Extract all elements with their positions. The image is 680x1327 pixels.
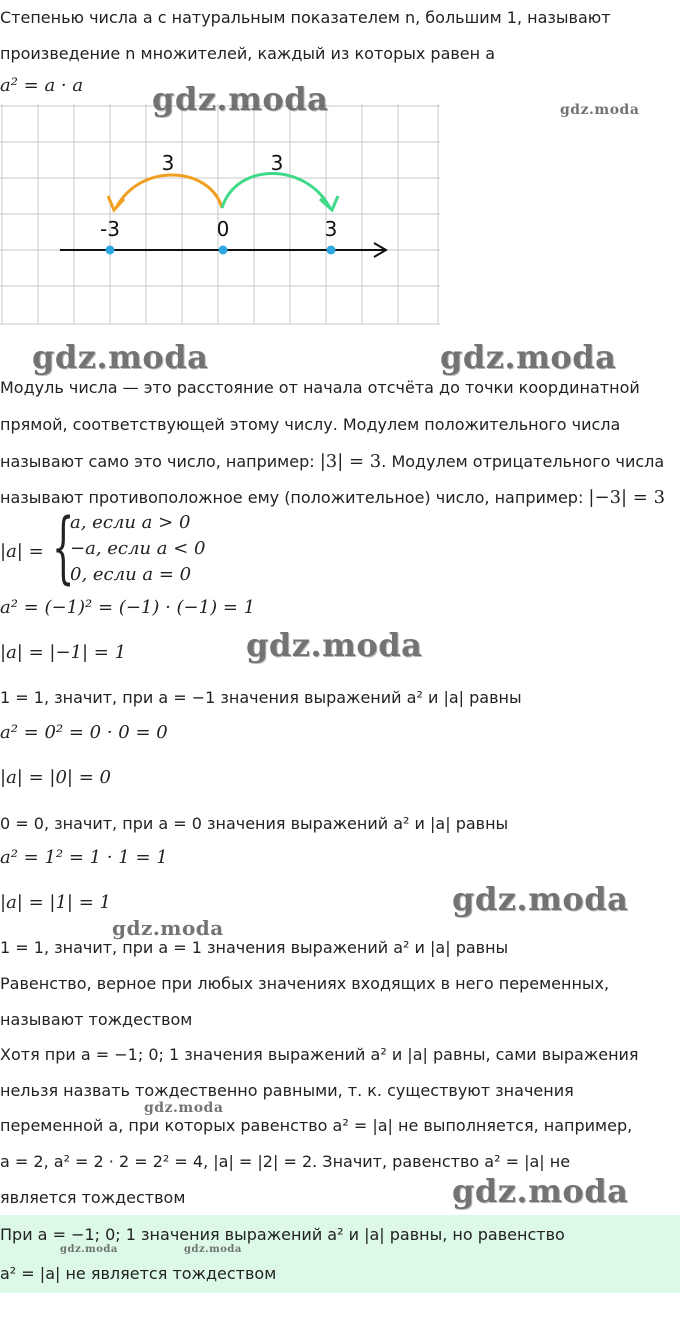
right-arc-label: 3 bbox=[270, 151, 284, 175]
case-1-square: a² = 1² = 1 · 1 = 1 bbox=[0, 847, 168, 868]
answer-line-2: a² = |a| не является тождеством bbox=[0, 1264, 277, 1283]
case-neg1-conclusion: 1 = 1, значит, при a = −1 значения выражений a² и |a| равны bbox=[0, 688, 522, 707]
watermark: gdz.moda bbox=[452, 1172, 629, 1210]
left-arc bbox=[116, 175, 222, 208]
piecewise-case-positive: a, если a > 0 bbox=[70, 512, 191, 533]
watermark: gdz.moda bbox=[452, 880, 629, 918]
modulus-definition-line-4 bbox=[0, 486, 665, 510]
point-0 bbox=[219, 246, 228, 255]
case-0-conclusion: 0 = 0, значит, при a = 0 значения выражений a² и |a| равны bbox=[0, 814, 509, 833]
identity-line-7: является тождеством bbox=[0, 1188, 186, 1207]
piecewise-lhs: |a| = bbox=[0, 541, 44, 562]
watermark: gdz.moda bbox=[32, 338, 209, 376]
modulus-example-positive: |3| = 3 bbox=[319, 451, 382, 472]
power-definition-line-2: произведение n множителей, каждый из которых равен a bbox=[0, 44, 495, 63]
number-line-figure bbox=[0, 104, 442, 326]
modulus-line-4-text: называют противоположное ему (положительное) число, например: bbox=[0, 488, 589, 507]
point-label-3: 3 bbox=[324, 217, 338, 241]
watermark: gdz.moda bbox=[440, 338, 617, 376]
piecewise-brace: { bbox=[52, 503, 75, 593]
case-1-conclusion: 1 = 1, значит, при a = 1 значения выражений a² и |a| равны bbox=[0, 938, 509, 957]
modulus-line-3-text: называют само это число, например: bbox=[0, 452, 320, 471]
left-arc-label: 3 bbox=[161, 151, 175, 175]
modulus-definition-line-3 bbox=[0, 450, 664, 474]
point-minus-3 bbox=[106, 246, 115, 255]
identity-line-3: Хотя при a = −1; 0; 1 значения выражений a² и |a| равны, сами выражения bbox=[0, 1045, 639, 1064]
watermark: gdz.moda bbox=[560, 102, 640, 118]
right-arc bbox=[222, 174, 330, 209]
point-3 bbox=[327, 246, 336, 255]
power-formula: a² = a · a bbox=[0, 75, 84, 96]
watermark: gdz.moda bbox=[112, 916, 224, 940]
case-0-modulus: |a| = |0| = 0 bbox=[0, 767, 111, 788]
identity-line-1: Равенство, верное при любых значениях входящих в него переменных, bbox=[0, 974, 610, 993]
watermark: gdz.moda bbox=[144, 1100, 224, 1116]
piecewise-cases bbox=[70, 510, 205, 588]
watermark: gdz.moda bbox=[152, 80, 329, 118]
piecewise-case-zero: 0, если a = 0 bbox=[70, 564, 192, 585]
modulus-line-3-tail: . Модулем отрицательного числа bbox=[381, 452, 665, 471]
watermark: gdz.moda bbox=[246, 626, 423, 664]
grid bbox=[0, 104, 440, 324]
modulus-definition-line-2: прямой, соответствующей этому числу. Модулем положительного числа bbox=[0, 415, 621, 434]
modulus-definition-line-1: Модуль числа — это расстояние от начала отсчёта до точки координатной bbox=[0, 378, 640, 397]
answer-line-1: При a = −1; 0; 1 значения выражений a² и |a| равны, но равенство bbox=[0, 1225, 565, 1244]
identity-line-5: переменной a, при которых равенство a² = |a| не выполняется, например, bbox=[0, 1116, 633, 1135]
case-1-modulus: |a| = |1| = 1 bbox=[0, 892, 111, 913]
power-definition-line-1: Степенью числа a с натуральным показателем n, большим 1, называют bbox=[0, 8, 611, 27]
point-label-minus-3: -3 bbox=[100, 217, 120, 241]
case-0-square: a² = 0² = 0 · 0 = 0 bbox=[0, 722, 168, 743]
identity-line-6: a = 2, a² = 2 · 2 = 2² = 4, |a| = |2| = 2. Значит, равенство a² = |a| не bbox=[0, 1152, 571, 1171]
case-neg1-modulus: |a| = |−1| = 1 bbox=[0, 642, 127, 663]
watermark: gdz.moda bbox=[60, 1244, 118, 1255]
case-neg1-square: a² = (−1)² = (−1) · (−1) = 1 bbox=[0, 597, 256, 618]
modulus-example-negative: |−3| = 3 bbox=[588, 487, 666, 508]
identity-line-4: нельзя назвать тождественно равными, т. к. существуют значения bbox=[0, 1081, 574, 1100]
watermark: gdz.moda bbox=[184, 1244, 242, 1255]
identity-line-2: называют тождеством bbox=[0, 1010, 193, 1029]
piecewise-case-negative: −a, если a < 0 bbox=[70, 538, 206, 559]
point-label-0: 0 bbox=[216, 217, 230, 241]
